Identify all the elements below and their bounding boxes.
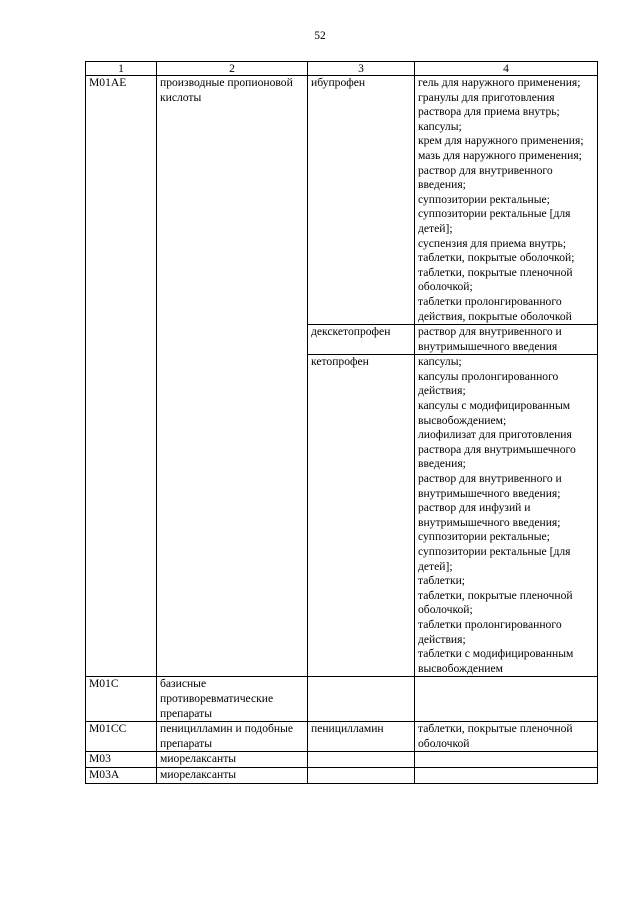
table-row — [86, 752, 598, 768]
page-number: 52 — [314, 30, 326, 42]
atc-group-cell: производные пропионовой кислоты — [157, 76, 308, 677]
dosage-forms-cell — [415, 677, 598, 722]
dosage-form: суспензия для приема внутрь; — [418, 236, 567, 250]
dosage-form: суппозитории ректальные [для детей]; — [418, 207, 571, 235]
dosage-forms-cell — [415, 355, 598, 677]
atc-group-cell: пеницилламин и подобные препараты — [157, 722, 308, 752]
dosage-form: таблетки пролонгированного действия, покрытые оболочкой — [418, 294, 572, 323]
dosage-form: капсулы; — [418, 119, 462, 133]
column-header-3: 3 — [308, 62, 415, 76]
table-row — [86, 767, 598, 783]
table-row — [86, 76, 598, 325]
dosage-form: суппозитории ректальные; — [418, 530, 550, 544]
dosage-form: капсулы пролонгированного действия; — [418, 369, 559, 398]
dosage-form: мазь для наружного применения; — [418, 148, 582, 162]
dosage-form: таблетки, покрытые пленочной оболочкой; — [418, 588, 573, 617]
drug-table — [85, 61, 598, 784]
atc-code-cell: M01C — [86, 677, 157, 722]
drug-name-cell — [308, 767, 415, 783]
atc-code-cell: M03 — [86, 752, 157, 768]
header-row — [86, 62, 598, 76]
atc-code-cell: M01CC — [86, 722, 157, 752]
dosage-form: раствор для внутривенного введения; — [418, 163, 553, 192]
atc-group-cell: базисные противоревматические препараты — [157, 677, 308, 722]
dosage-form: гранулы для приготовления раствора для приема внутрь; — [418, 90, 560, 119]
dosage-form: таблетки пролонгированного действия; — [418, 617, 562, 646]
dosage-form: крем для наружного применения; — [418, 134, 584, 148]
drug-name-cell: декскетопрофен — [308, 325, 415, 355]
dosage-forms-cell: таблетки, покрытые пленочной оболочкой — [415, 722, 598, 752]
dosage-form: капсулы; — [418, 355, 462, 369]
dosage-form: капсулы с модифицированным высвобождением; — [418, 399, 571, 427]
atc-code-cell: M03A — [86, 767, 157, 783]
dosage-form: суппозитории ректальные [для детей]; — [418, 545, 571, 573]
atc-group-cell: миорелаксанты — [157, 752, 308, 768]
dosage-form: таблетки, покрытые пленочной оболочкой; — [418, 265, 573, 294]
atc-group-cell: миорелаксанты — [157, 767, 308, 783]
dosage-forms-cell — [415, 752, 598, 768]
dosage-forms-cell — [415, 76, 598, 325]
dosage-form: раствор для внутривенного и внутримышечного введения — [418, 325, 562, 353]
drug-name-cell — [308, 677, 415, 722]
dosage-form: таблетки, покрытые оболочкой; — [418, 251, 575, 265]
dosage-form: раствор для инфузий и внутримышечного введения; — [418, 501, 561, 529]
dosage-forms-cell — [415, 767, 598, 783]
dosage-form: гель для наружного применения; — [418, 76, 581, 89]
column-header-2: 2 — [157, 62, 308, 76]
dosage-form: суппозитории ректальные; — [418, 192, 550, 206]
atc-code-cell: M01AE — [86, 76, 157, 677]
dosage-form: таблетки; — [418, 574, 466, 588]
dosage-form: раствор для внутривенного и внутримышечного введения; — [418, 472, 562, 500]
dosage-form: таблетки с модифицированным высвобождением — [418, 647, 574, 675]
drug-name-cell: ибупрофен — [308, 76, 415, 325]
dosage-form: лиофилизат для приготовления раствора для внутримышечного введения; — [418, 428, 576, 471]
table-row — [86, 722, 598, 752]
column-header-1: 1 — [86, 62, 157, 76]
dosage-forms-cell — [415, 325, 598, 355]
table-row — [86, 677, 598, 722]
drug-name-cell — [308, 752, 415, 768]
drug-name-cell: пеницилламин — [308, 722, 415, 752]
drug-name-cell: кетопрофен — [308, 355, 415, 677]
column-header-4: 4 — [415, 62, 598, 76]
